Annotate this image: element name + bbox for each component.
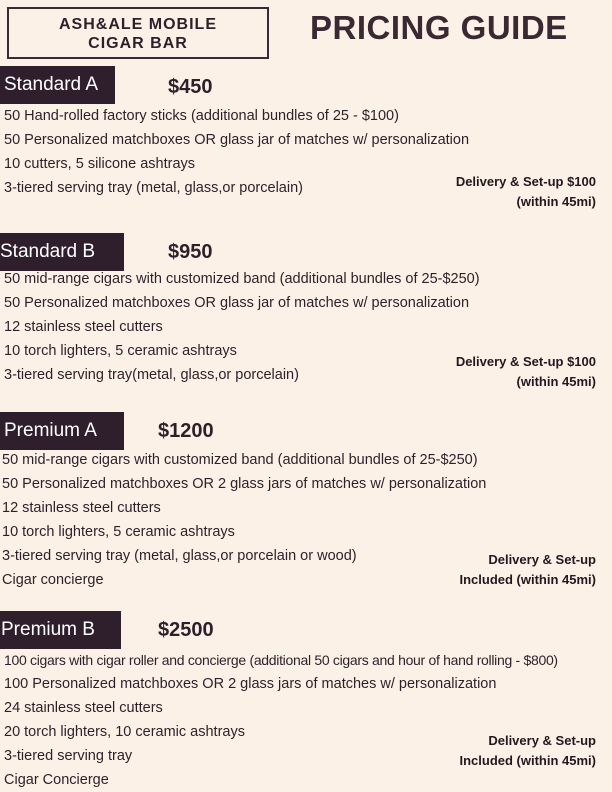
- delivery-line-2: Included (within 45mi): [459, 753, 596, 768]
- list-item: 12 stainless steel cutters: [2, 500, 161, 516]
- package-name: Standard A: [0, 66, 115, 104]
- delivery-note: [456, 172, 596, 212]
- delivery-line-1: Delivery & Set-up: [488, 733, 596, 748]
- delivery-note: [459, 550, 596, 590]
- list-item: 50 Personalized matchboxes OR 2 glass jars of matches w/ personalization: [2, 476, 487, 492]
- list-item: 10 torch lighters, 5 ceramic ashtrays: [2, 524, 235, 540]
- list-item: 3-tiered serving tray(metal, glass,or porcelain): [4, 367, 299, 383]
- list-item: 10 cutters, 5 silicone ashtrays: [4, 156, 196, 172]
- list-item: Cigar concierge: [2, 572, 104, 588]
- package-price: $1200: [158, 420, 214, 442]
- package-name: Standard B: [0, 233, 124, 271]
- list-item: 50 mid-range cigars with customized band (additional bundles of 25-$250): [2, 452, 478, 468]
- package-items: [4, 104, 469, 200]
- package-price: $2500: [158, 619, 214, 641]
- package-price: $950: [168, 241, 213, 263]
- package-price: $450: [168, 76, 213, 98]
- delivery-note: [456, 352, 596, 392]
- package-name: Premium A: [0, 412, 124, 450]
- brand-line-2: CIGAR BAR: [88, 35, 188, 52]
- list-item: 100 cigars with cigar roller and concierge (additional 50 cigars and hour of hand rolling - $800): [4, 652, 558, 668]
- list-item: 100 Personalized matchboxes OR 2 glass jars of matches w/ personalization: [4, 676, 497, 692]
- list-item: 3-tiered serving tray (metal, glass,or porcelain): [4, 180, 303, 196]
- delivery-line-2: (within 45mi): [516, 194, 596, 209]
- package-items: [2, 448, 486, 592]
- list-item: 12 stainless steel cutters: [4, 319, 163, 335]
- list-item: 3-tiered serving tray (metal, glass,or porcelain or wood): [2, 548, 357, 564]
- list-item: 50 Personalized matchboxes OR glass jar of matches w/ personalization: [4, 295, 470, 311]
- delivery-line-2: Included (within 45mi): [459, 572, 596, 587]
- list-item: 3-tiered serving tray: [4, 748, 133, 764]
- package-name: Premium B: [0, 611, 121, 649]
- list-item: 24 stainless steel cutters: [4, 700, 163, 716]
- delivery-note: [459, 731, 596, 771]
- page-title: PRICING GUIDE: [310, 9, 568, 46]
- delivery-line-1: Delivery & Set-up $100: [455, 174, 596, 189]
- list-item: 50 mid-range cigars with customized band (additional bundles of 25-$250): [4, 271, 480, 287]
- list-item: 50 Hand-rolled factory sticks (additional bundles of 25 - $100): [4, 108, 399, 124]
- list-item: Cigar Concierge: [4, 772, 109, 788]
- brand-box: [7, 7, 269, 59]
- delivery-line-2: (within 45mi): [516, 374, 596, 389]
- list-item: 10 torch lighters, 5 ceramic ashtrays: [4, 343, 237, 359]
- package-items: [4, 267, 480, 387]
- brand-line-1: ASH&ALE MOBILE: [59, 16, 217, 33]
- list-item: 20 torch lighters, 10 ceramic ashtrays: [4, 724, 245, 740]
- list-item: 50 Personalized matchboxes OR glass jar of matches w/ personalization: [4, 132, 470, 148]
- delivery-line-1: Delivery & Set-up: [488, 552, 596, 567]
- delivery-line-1: Delivery & Set-up $100: [455, 354, 596, 369]
